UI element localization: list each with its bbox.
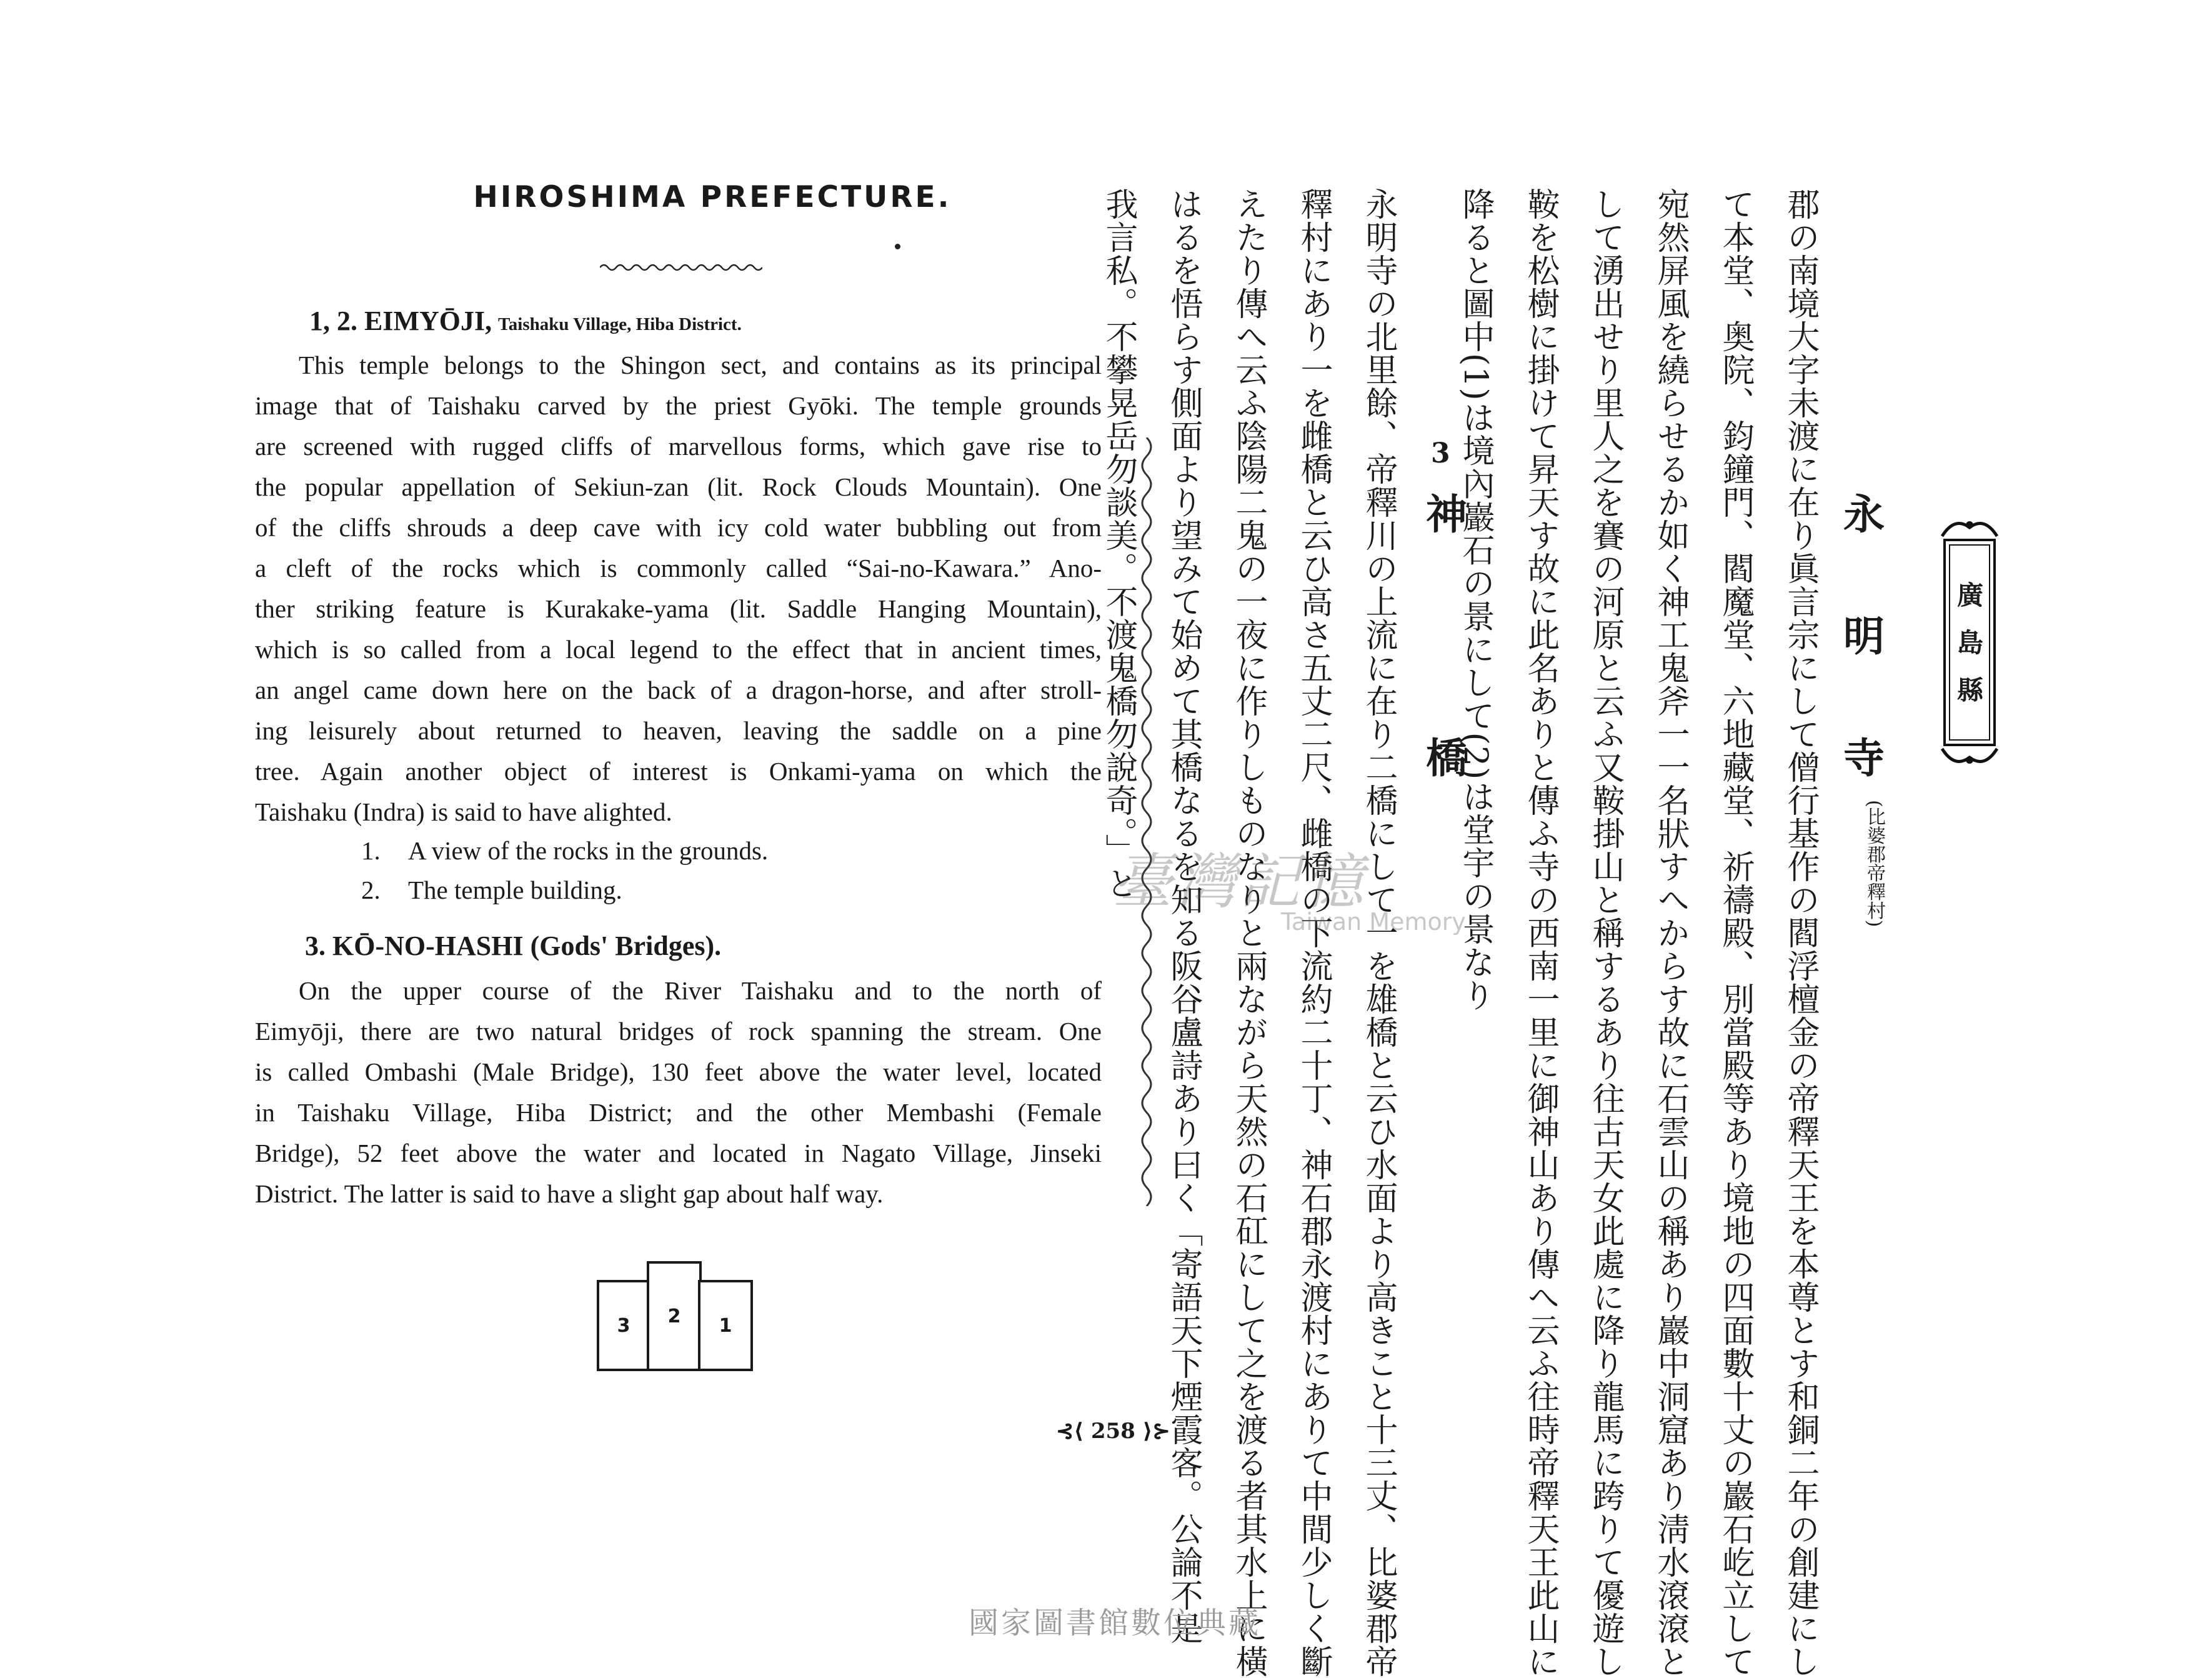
temple-title-char-2: 明 bbox=[1843, 612, 1885, 661]
watermark bbox=[1112, 834, 1466, 936]
entry-heading-konohashi: 3. KŌ-NO-HASHI (Gods' Bridges). bbox=[305, 931, 722, 961]
bridge-title-char-1: 神 bbox=[1426, 490, 1467, 539]
watermark-cn: 臺灣記憶 bbox=[1112, 847, 1367, 917]
layout-box-3: 3 bbox=[597, 1280, 650, 1371]
figure-number: 1. bbox=[361, 836, 381, 865]
text-line: Eimyōji, there are two natural bridges of rock spanning the stream. One bbox=[255, 1017, 1102, 1046]
text-line: Bridge), 52 feet above the water and located in Nagato Village, Jinseki bbox=[255, 1139, 1102, 1167]
page-number-value: 258 bbox=[1090, 1419, 1135, 1444]
entry-heading-text: 1, 2. EIMYŌJI, bbox=[309, 306, 492, 336]
vertical-text-column: 釋村にあり一を雌橋と云ひ高さ五丈二尺、雌橋の下流約二十丁、神石郡永渡村にありて中間少しく斷 bbox=[1295, 187, 1332, 1678]
ink-dot bbox=[895, 244, 900, 249]
vertical-text-column: 宛然屏風を繞らせるか如く神工鬼斧一一名狀すへからす故に石雲山の稱あり巖中洞窟あり淸水滾滾と bbox=[1652, 187, 1689, 1678]
prefecture-label: 廣島縣 bbox=[1953, 581, 1984, 724]
text-line: the popular appellation of Sekiun-zan (lit. Rock Clouds Mountain). One bbox=[255, 472, 1102, 501]
entry-body-eimyoji bbox=[255, 345, 1102, 832]
layout-box-1: 1 bbox=[698, 1280, 753, 1371]
text-line: which is so called from a local legend to the effect that in ancient times, bbox=[255, 635, 1102, 664]
bridge-number: 3 bbox=[1431, 437, 1450, 469]
page-number bbox=[1056, 1419, 1170, 1444]
figure-number: 2. bbox=[361, 876, 381, 904]
temple-title-char-3: 寺 bbox=[1843, 734, 1885, 782]
text-line: tree. Again another object of interest is Onkami-yama on which the bbox=[255, 757, 1102, 786]
entry-heading-eimyoji bbox=[309, 305, 742, 337]
entry-subheading: Taishaku Village, Hiba District. bbox=[498, 314, 742, 334]
text-line: This temple belongs to the Shingon sect, and contains as its principal bbox=[299, 351, 1102, 379]
vertical-text-column: 我言私。不攀晃岳勿談美。不渡鬼橋勿說奇。」と bbox=[1100, 187, 1137, 900]
text-line: is called Ombashi (Male Bridge), 130 feet above the water level, located bbox=[255, 1057, 1102, 1086]
vertical-text-column: 郡の南境大字未渡に在り眞言宗にして僧行基作の閻浮檀金の帝釋天王を本尊とす和銅二年の創建にし bbox=[1781, 187, 1819, 1678]
footer-collection: 國家圖書館數位典藏 bbox=[969, 1606, 1262, 1641]
vertical-text-column: て本堂、奥院、鈞鐘門、閻魔堂、六地藏堂、祈禱殿、別當殿等あり境地の四面數十丈の巖石屹立して bbox=[1716, 187, 1754, 1678]
temple-title-char-1: 永 bbox=[1843, 490, 1885, 539]
prefecture-title: HIROSHIMA PREFECTURE. bbox=[473, 180, 952, 214]
figure-caption: The temple building. bbox=[408, 876, 622, 904]
bridge-title-char-2: 橋 bbox=[1426, 734, 1467, 782]
text-line: ing leisurely about returned to heaven, leaving the saddle on a pine bbox=[255, 716, 1102, 745]
entry-body-konohashi bbox=[255, 971, 1102, 1214]
text-line: a cleft of the rocks which is commonly called “Sai-no-Kawara.” Ano- bbox=[255, 554, 1102, 582]
vertical-text-column: えたり傳へ云ふ陰陽二鬼の一夜に作りしものなりと兩ながら天然の石矼にして之を渡る者其水上に橫 bbox=[1230, 187, 1267, 1678]
column-divider-wave bbox=[1134, 437, 1159, 1206]
text-line: in Taishaku Village, Hiba District; and the other Membashi (Female bbox=[255, 1098, 1102, 1127]
page-ornament-left: ⊰⟨ bbox=[1056, 1419, 1091, 1444]
layout-box-2: 2 bbox=[647, 1261, 702, 1371]
vertical-text-column: して湧出せり里人之を賽の河原と云ふ又鞍掛山と稱するあり往古天女此處に降り龍馬に跨りて優遊し bbox=[1587, 187, 1624, 1678]
text-line: are screened with rugged cliffs of marvellous forms, which gave rise to bbox=[255, 432, 1102, 461]
figure-list bbox=[361, 831, 768, 910]
text-line: On the upper course of the River Taishaku and to the north of bbox=[299, 976, 1102, 1005]
title-ornament-rule bbox=[600, 262, 762, 272]
vertical-text-column: 降ると圖中(1)は境內巖石の景にして(2)は堂宇の景なり bbox=[1457, 187, 1494, 1012]
figure-caption: A view of the rocks in the grounds. bbox=[408, 836, 769, 865]
figure-list-item bbox=[361, 831, 768, 871]
text-line: District. The latter is said to have a slight gap about half way. bbox=[255, 1179, 884, 1208]
vertical-text-column: 鞍を松樹に掛けて昇天す故に此名ありと傳ふ寺の西南一里に御神山あり傳へ云ふ往時帝釋天王此山に bbox=[1522, 187, 1559, 1678]
text-line: of the cliffs shrouds a deep cave with icy cold water bubbling out from bbox=[255, 513, 1102, 542]
figure-layout-diagram bbox=[597, 1261, 784, 1371]
text-line: an angel came down here on the back of a dragon-horse, and after stroll- bbox=[255, 676, 1102, 704]
text-line: ther striking feature is Kurakake-yama (lit. Saddle Hanging Mountain), bbox=[255, 594, 1102, 623]
figure-list-item bbox=[361, 871, 768, 910]
temple-caption: (比婆郡帝釋村) bbox=[1863, 800, 1885, 927]
text-line: Taishaku (Indra) is said to have alighted. bbox=[255, 797, 672, 826]
vertical-text-column: 永明寺の北里餘、帝釋川の上流に在り二橋にして一を雄橋と云ひ水面より高きこと十三丈、比婆郡帝 bbox=[1360, 187, 1397, 1678]
text-line: image that of Taishaku carved by the priest Gyōki. The temple grounds bbox=[255, 391, 1102, 420]
vertical-text-column: はるを悟らす側面より望みて始めて其橋なるを知る阪谷盧詩あり曰く「寄語天下煙霞客。公論不是 bbox=[1165, 187, 1202, 1645]
page-ornament-right: ⟩⊱ bbox=[1135, 1419, 1170, 1444]
watermark-en: Taiwan Memory bbox=[1281, 908, 1466, 936]
